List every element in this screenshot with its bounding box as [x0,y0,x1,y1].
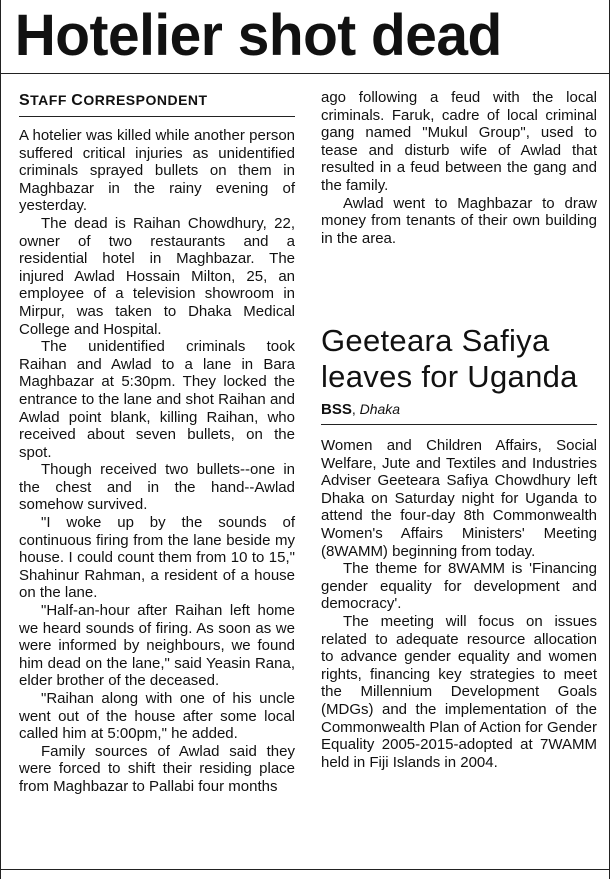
byline-initial: S [19,92,31,109]
byline-place: Dhaka [359,401,401,417]
byline-agency: BSS [321,401,352,418]
headline-divider [1,73,609,74]
right-column [321,89,597,771]
story1-paragraph: The dead is Raihan Chowdhury, 22, owner of two restaurants and a residential hotel in Maghbazar. The injured Awlad Hossain Milton, 25, an employee of a television showroom in Mirpur, was taken to Dhaka Medical College and Hospital. [19,214,295,338]
story2-paragraph: Women and Children Affairs, Social Welfare, Jute and Textiles and Industries Adviser Geeteara Safiya Chowdhury left Dhaka on Saturday night for Uganda to attend the four-day 8th Commonwealth Women's Affairs Ministers' Meeting (8WAMM) beginning from today. [321,437,597,560]
story1-continued-paragraph: Awlad went to Maghbazar to draw money from tenants of their own building in the area. [321,194,597,247]
story2-headline: Geeteara Safiya leaves for Uganda [321,323,578,394]
story1-paragraph: Though received two bullets--one in the chest and in the hand--Awlad somehow survived. [19,461,295,514]
story1-paragraph: "I woke up by the sounds of continuous firing from the lane beside my house. I could count them from 10 to 15," Shahinur Rahman, a resident of a house on the lane. [19,514,295,602]
story1-column [19,89,295,796]
story1-continued-paragraph: ago following a feud with the local criminals. Faruk, cadre of local criminal gang named "Mukul Group", used to tease and disturb wife of Awlad that resulted in a feud between the gang and the family. [321,89,597,194]
story2 [321,323,597,771]
story1-paragraph: "Half-an-hour after Raihan left home we heard sounds of firing. As soon as we were informed by neighbours, we found him dead on the lane," said Yeasin Rana, elder brother of the deceased. [19,602,295,690]
bottom-divider [1,869,609,870]
byline-part: ORRESPONDENT [83,92,208,108]
page-headline: Hotelier shot dead [14,3,502,68]
story2-byline: BSS, Dhaka [321,395,597,425]
story1-paragraph: A hotelier was killed while another person suffered critical injuries as unidentified criminals sprayed bullets on them in Maghbazar in the rainy evening of yesterday. [19,127,295,215]
story1-byline [19,89,295,117]
story2-paragraph: The meeting will focus on issues related to adequate resource allocation to advance gender equality and women rights, financing key strategies to meet the Millennium Development Goals (MDGs) and the implementation of the Commonwealth Plan of Action for Gender Equality 2005-2015-adopted at 7WAMM held in Fiji Islands in 2004. [321,612,597,771]
story1-paragraph: Family sources of Awlad said they were forced to shift their residing place from Maghbazar to Pallabi four months [19,742,295,795]
byline-part: TAFF [30,92,72,108]
byline-initial: C [71,92,84,109]
story2-paragraph: The theme for 8WAMM is 'Financing gender equality for development and democracy'. [321,560,597,613]
story1-paragraph: The unidentified criminals took Raihan and Awlad to a lane in Bara Maghbazar at 5:30pm. They locked the entrance to the lane and shot Raihan and Awlad point blank, killing Raihan, who received about seven bullets, on the spot. [19,338,295,461]
story1-paragraph: "Raihan along with one of his uncle went out of the house after some local called him at 5:00pm," he added. [19,690,295,743]
